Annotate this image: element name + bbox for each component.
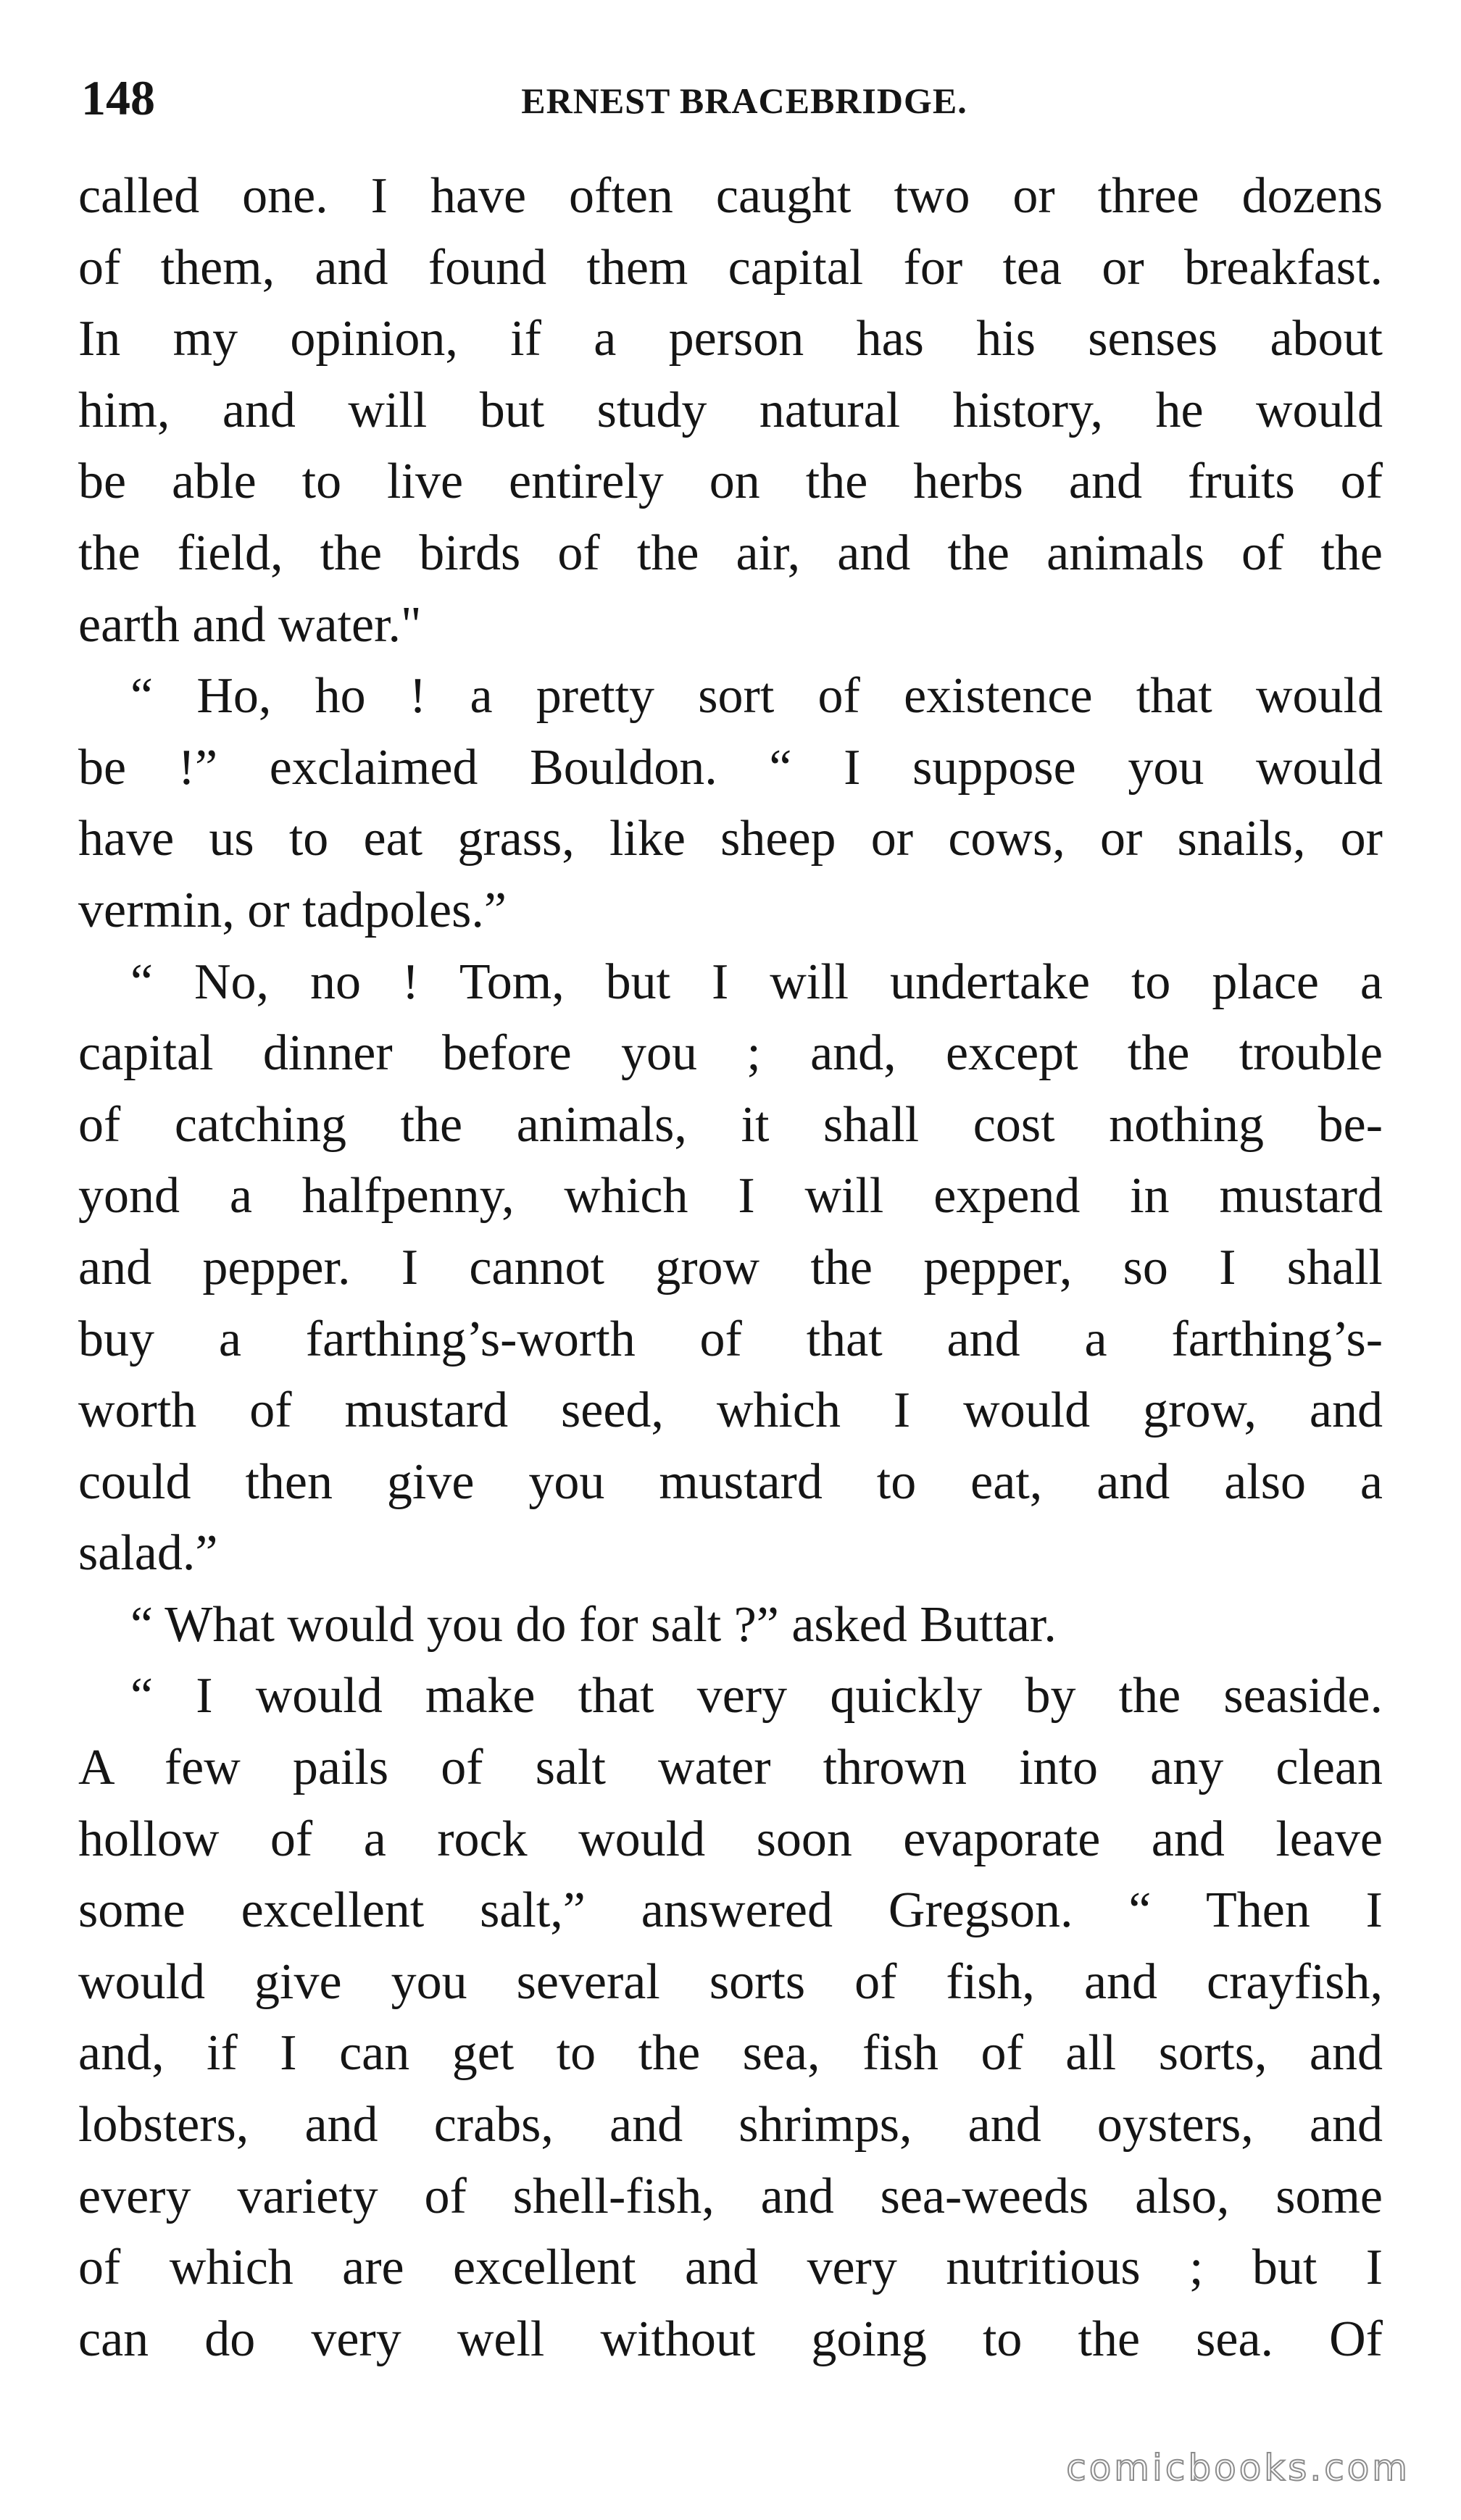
text-line: lobsters, and crabs, and shrimps, and oysters, and bbox=[78, 2097, 1383, 2153]
text-line: can do very well without going to the sea. Of bbox=[78, 2311, 1383, 2367]
text-line: some excellent salt,” answered Gregson. “ Then I bbox=[78, 1882, 1383, 1939]
watermark: comicbooks.com bbox=[1066, 2447, 1410, 2489]
text-line: of which are excellent and very nutritious ; but I bbox=[78, 2240, 1383, 2296]
text-line: be able to live entirely on the herbs and fruits of bbox=[78, 454, 1383, 510]
text-line: would give you several sorts of fish, and crayfish, bbox=[78, 1953, 1383, 2010]
text-line: and pepper. I cannot grow the pepper, so I shall bbox=[78, 1239, 1383, 1296]
text-line: could then give you mustard to eat, and also a bbox=[78, 1453, 1383, 1510]
text-line: him, and will but study natural history, he would bbox=[78, 382, 1383, 438]
text-line: “ No, no ! Tom, but I will undertake to place a bbox=[130, 954, 1383, 1010]
text-line: hollow of a rock would soon evaporate and leave bbox=[78, 1811, 1383, 1867]
text-line: “ Ho, ho ! a pretty sort of existence that would bbox=[130, 668, 1383, 725]
text-line: called one. I have often caught two or three dozens bbox=[78, 168, 1383, 224]
text-line: earth and water." bbox=[78, 596, 422, 653]
text-line: yond a halfpenny, which I will expend in mustard bbox=[78, 1168, 1383, 1224]
text-line: A few pails of salt water thrown into any clean bbox=[78, 1740, 1383, 1796]
text-line: vermin, or tadpoles.” bbox=[78, 882, 507, 938]
text-line: be !” exclaimed Bouldon. “ I suppose you would bbox=[78, 739, 1383, 796]
text-line: and, if I can get to the sea, fish of all sorts, and bbox=[78, 2025, 1383, 2082]
running-head: ERNEST BRACEBRIDGE. bbox=[521, 80, 967, 121]
text-line: of them, and found them capital for tea or breakfast. bbox=[78, 239, 1383, 296]
page-number: 148 bbox=[81, 70, 155, 125]
text-line: salad.” bbox=[78, 1525, 218, 1582]
text-line: of catching the animals, it shall cost nothing be- bbox=[78, 1096, 1383, 1153]
text-line: In my opinion, if a person has his senses about bbox=[78, 311, 1383, 367]
text-line: every variety of shell-fish, and sea-weeds also, some bbox=[78, 2168, 1383, 2224]
text-line: capital dinner before you ; and, except the trouble bbox=[78, 1025, 1383, 1082]
page-header bbox=[81, 67, 1378, 129]
text-line: worth of mustard seed, which I would grow, and bbox=[78, 1382, 1383, 1439]
text-line: “ I would make that very quickly by the seaside. bbox=[130, 1668, 1383, 1724]
text-line: have us to eat grass, like sheep or cows, or snails, or bbox=[78, 811, 1383, 867]
text-line: the field, the birds of the air, and the animals of the bbox=[78, 525, 1383, 581]
text-line: buy a farthing’s-worth of that and a farthing’s- bbox=[78, 1311, 1383, 1367]
text-line: “ What would you do for salt ?” asked Buttar. bbox=[130, 1596, 1057, 1653]
body-text bbox=[78, 161, 1383, 2375]
